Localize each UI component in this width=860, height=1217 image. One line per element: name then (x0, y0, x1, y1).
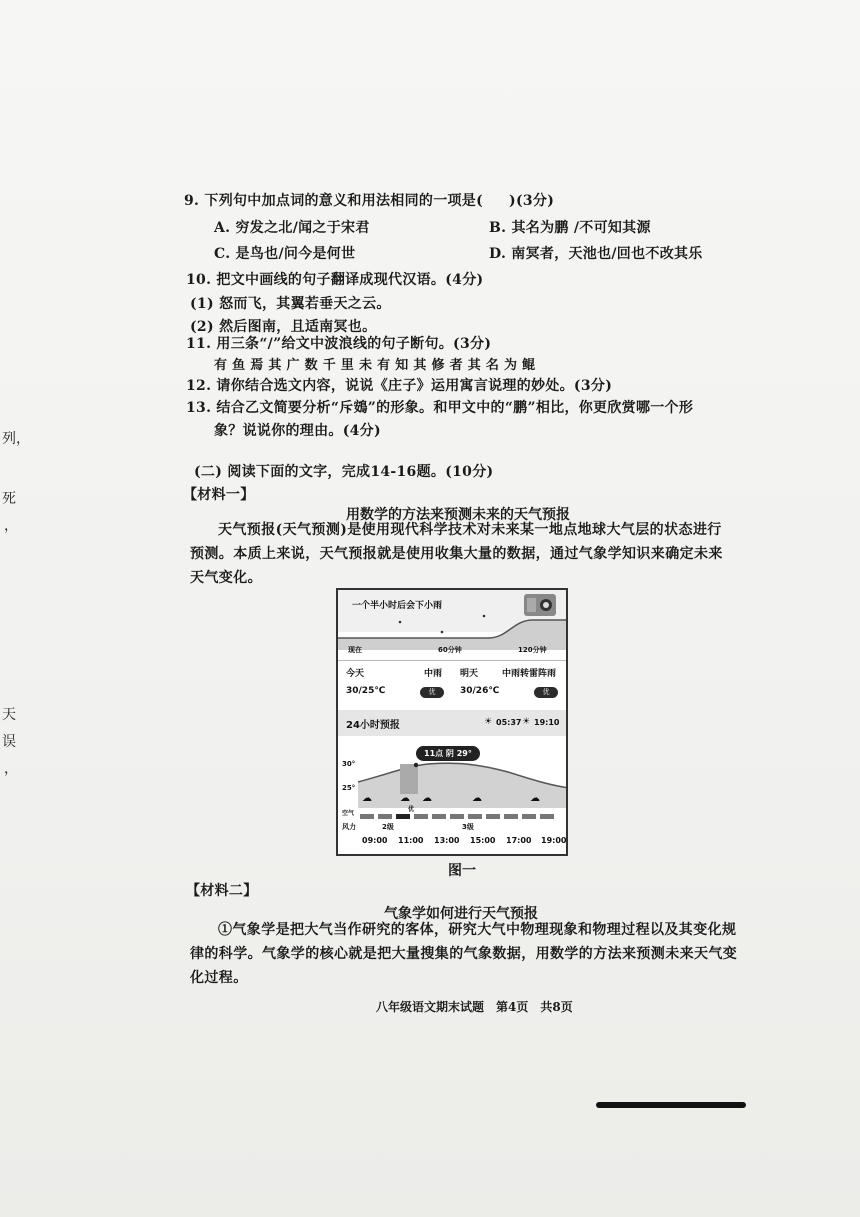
margin-char: 死 (2, 491, 16, 507)
tomorrow-weather: 中雨转雷阵雨 (502, 669, 557, 679)
question-9-stem: 9. 下列句中加点词的意义和用法相同的一项是( )(3分) (184, 193, 555, 209)
material-1-title: 用数学的方法来预测未来的天气预报 (346, 507, 570, 523)
y-axis-low: 25° (342, 784, 356, 792)
precipitation-curve (338, 610, 568, 650)
question-10-sentence-1: (1) 怒而飞，其翼若垂天之云。 (190, 296, 391, 312)
aq-cell (414, 814, 428, 819)
hour-label: 13:00 (434, 836, 460, 845)
hour-label: 09:00 (362, 836, 388, 845)
today-label: 今天 (346, 669, 365, 679)
tomorrow-aq-badge: 优 (534, 687, 558, 698)
question-12-stem: 12. 请你结合选文内容，说说《庄子》运用寓言说理的妙处。(3分) (186, 378, 613, 394)
aq-cell (450, 814, 464, 819)
aq-cell (432, 814, 446, 819)
question-10-sentence-2: (2) 然后图南，且适南冥也。 (190, 319, 377, 335)
time-120-label: 120分钟 (518, 646, 547, 654)
aq-cell (396, 814, 410, 819)
cloud-rain-icon: ☁ (472, 793, 482, 804)
margin-char: 天 (2, 707, 16, 723)
time-60-label: 60分钟 (438, 646, 462, 654)
time-now-label: 现在 (348, 646, 362, 654)
question-11-sentence: 有 鱼 焉 其 广 数 千 里 未 有 知 其 修 者 其 名 为 鲲 (214, 358, 536, 373)
rain-alert-text: 一个半小时后会下小雨 (352, 601, 443, 611)
option-a: A. 穷发之北/闻之于宋君 (214, 220, 370, 236)
aq-cell (504, 814, 518, 819)
tomorrow-temp: 30/26℃ (460, 686, 500, 696)
material-2-paragraph: ①气象学是把大气当作研究的客体，研究大气中物理现象和物理过程以及其变化规律的科学。气象学的核心就是把大量搜集的气象数据，用数学的方法来预测未来天气变化过程。 (190, 922, 738, 986)
y-axis-high: 30° (342, 760, 356, 768)
question-10-stem: 10. 把文中画线的句子翻译成现代汉语。(4分) (186, 272, 484, 288)
wind-level-2: 3级 (462, 823, 474, 831)
wind-level-1: 2级 (382, 823, 394, 831)
sunrise-icon: ☀ (484, 717, 493, 727)
hour-label: 15:00 (470, 836, 496, 845)
question-11-stem: 11. 用三条“/”给文中波浪线的句子断句。(3分) (186, 336, 492, 352)
margin-char: 误 (2, 734, 16, 750)
question-13-line-1: 13. 结合乙文简要分析“斥鴳”的形象。和甲文中的“鹏”相比，你更欣赏哪一个形 (186, 400, 694, 416)
tomorrow-label: 明天 (460, 669, 479, 679)
cloud-rain-icon: ☁ (400, 793, 410, 804)
today-weather: 中雨 (424, 669, 443, 679)
sunset-time: 19:10 (534, 718, 560, 727)
aq-cell (468, 814, 482, 819)
material-1-paragraph: 天气预报(天气预测)是使用现代科学技术对未来某一地点地球大气层的状态进行预测。本质上来说，天气预报就是使用收集大量的数据，通过气象学知识来确定未来天气变化。 (190, 522, 723, 586)
aq-row-value: 优 (408, 806, 415, 813)
margin-char: ， (4, 518, 18, 534)
option-b: B. 其名为鹏 /不可知其源 (489, 220, 651, 236)
aq-cell (486, 814, 500, 819)
material-2-label: 【材料二】 (186, 883, 258, 899)
wind-row-label: 风力 (342, 823, 356, 831)
page-footer: 八年级语文期末试题 第4页 共8页 (376, 1000, 573, 1014)
today-temp: 30/25℃ (346, 686, 386, 696)
question-13-line-2: 象？说说你的理由。(4分) (214, 423, 381, 439)
sunrise-time: 05:37 (496, 718, 522, 727)
option-c: C. 是鸟也/问今是何世 (214, 246, 356, 262)
aq-cell (522, 814, 536, 819)
aq-row-label: 空气 (342, 810, 355, 817)
material-1-label: 【材料一】 (183, 487, 255, 503)
today-aq-badge: 优 (420, 687, 444, 698)
forecast-title: 24小时预报 (346, 720, 400, 731)
hour-label: 17:00 (506, 836, 532, 845)
cloud-rain-icon: ☁ (362, 793, 372, 804)
sunset-icon: ☀ (522, 717, 531, 727)
section-2-heading: (二) 阅读下面的文字，完成14-16题。(10分) (194, 464, 494, 480)
margin-char: ， (4, 761, 18, 777)
aq-cell (360, 814, 374, 819)
option-d: D. 南冥者，天池也/回也不改其乐 (489, 246, 703, 262)
hour-label: 11:00 (398, 836, 424, 845)
hour-tooltip: 11点 阴 29° (416, 746, 480, 761)
margin-char: 列， (2, 431, 30, 447)
hour-label: 19:00 (541, 836, 567, 845)
figure-1-caption: 图一 (448, 863, 476, 879)
material-2-title: 气象学如何进行天气预报 (384, 906, 538, 922)
divider (338, 660, 568, 661)
weather-app-screenshot (336, 588, 568, 856)
cloud-rain-icon: ☁ (422, 793, 432, 804)
aq-cell (378, 814, 392, 819)
aq-cell (540, 814, 554, 819)
cloud-rain-icon: ☁ (530, 793, 540, 804)
scan-artifact-bar (596, 1102, 746, 1108)
